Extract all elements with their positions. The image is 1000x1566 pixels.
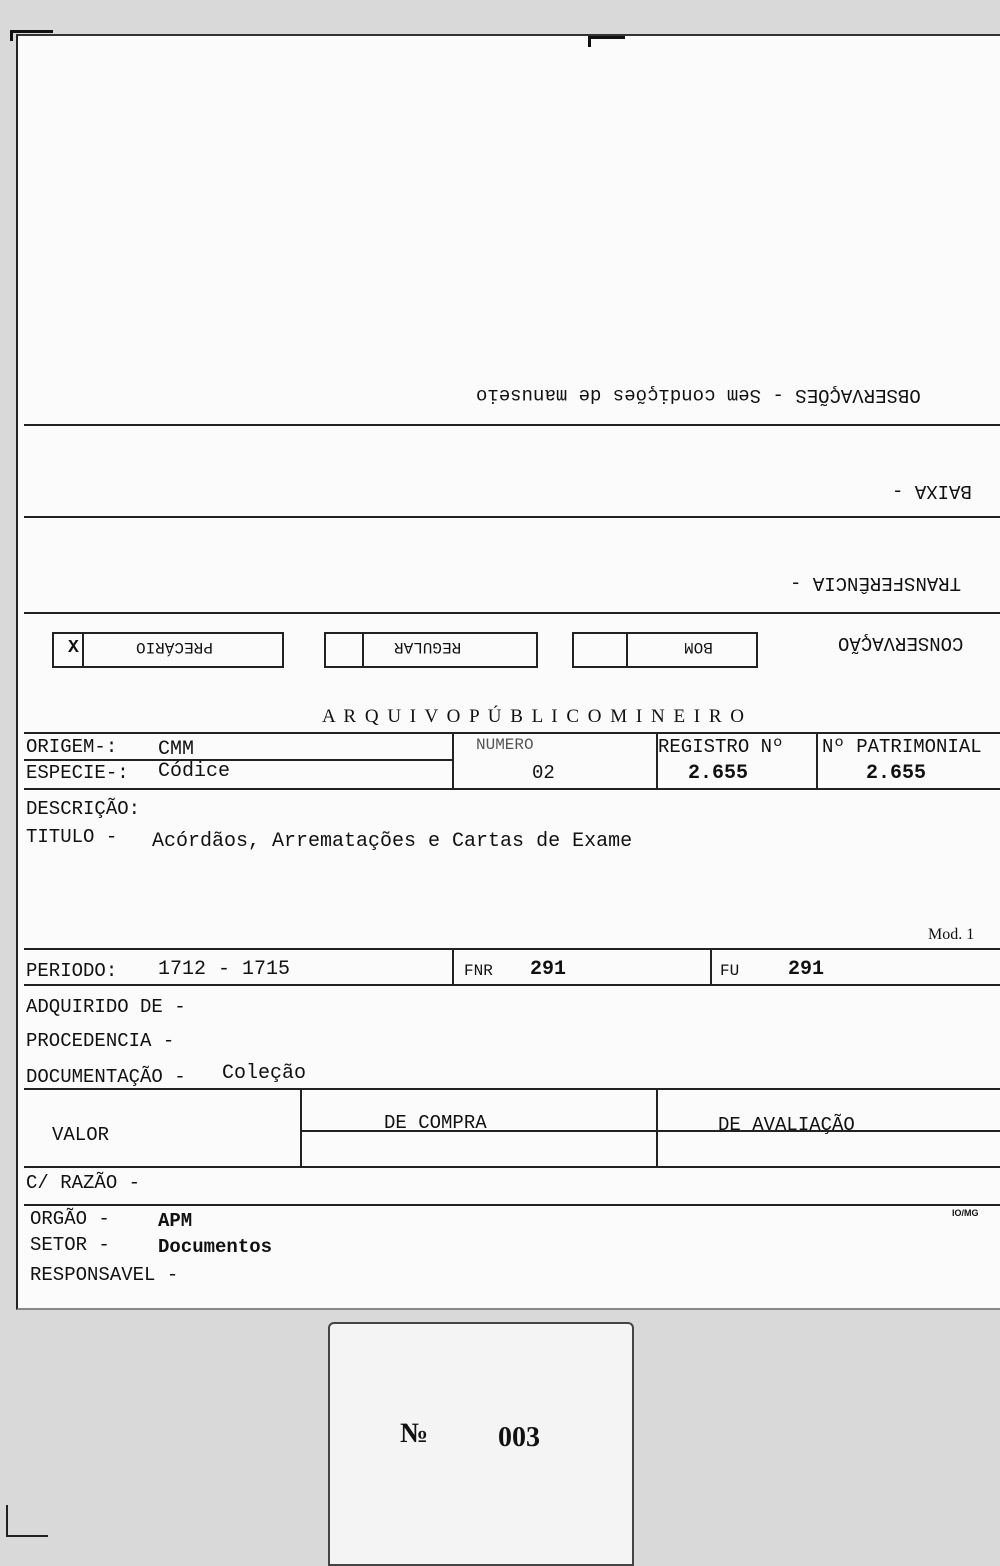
divider: [24, 424, 1000, 426]
regular-label: REGULAR: [394, 638, 462, 656]
regular-box: [324, 632, 538, 668]
valor-compra-label: DE COMPRA: [384, 1112, 487, 1134]
divider: [300, 1088, 302, 1166]
fu-value: 291: [788, 958, 825, 981]
divider: [24, 516, 1000, 518]
divider: [24, 759, 452, 761]
especie-value: Códice: [158, 760, 231, 783]
precario-check-cell: [82, 634, 84, 666]
precario-mark: X: [68, 638, 79, 658]
periodo-value: 1712 - 1715: [158, 958, 291, 981]
numero-label: NUMERO: [476, 736, 534, 754]
orgao-value: APM: [158, 1210, 193, 1232]
fnr-value: 291: [530, 958, 567, 981]
divider: [300, 1130, 1000, 1132]
printer-mark: IO/MG: [952, 1208, 979, 1218]
divider: [24, 948, 1000, 950]
divider: [24, 1166, 1000, 1168]
ticket-number: 003: [498, 1422, 540, 1453]
regular-check-cell: [362, 634, 364, 666]
responsavel-field: RESPONSAVEL -: [30, 1264, 179, 1286]
registro-label: REGISTRO Nº: [658, 736, 784, 758]
divider: [24, 984, 1000, 986]
documentacao-value: Coleção: [222, 1062, 307, 1085]
origem-label: ORIGEM-:: [26, 736, 118, 758]
divider: [710, 948, 712, 984]
baixa-field: BAIXA -: [892, 480, 972, 502]
divider: [24, 1088, 1000, 1090]
valor-label: VALOR: [52, 1124, 110, 1146]
setor-value: Documentos: [158, 1236, 273, 1258]
descricao-label: DESCRIÇÃO:: [26, 798, 141, 820]
documentacao-label: DOCUMENTAÇÃO -: [26, 1066, 186, 1088]
especie-label: ESPECIE-:: [26, 762, 129, 784]
titulo-value: Acórdãos, Arrematações e Cartas de Exame: [152, 830, 633, 853]
razao-field: C/ RAZÃO -: [26, 1172, 141, 1194]
transferencia-field: TRANSFERÊNCIA -: [790, 572, 962, 594]
divider: [816, 732, 818, 790]
bom-check-cell: [626, 634, 628, 666]
number-ticket: [328, 1322, 634, 1566]
model-number: Mod. 1: [928, 926, 975, 943]
divider: [24, 788, 1000, 790]
observacoes-field: OBSERVAÇÕES - Sem condições de manuseio: [476, 384, 921, 406]
periodo-label: PERIODO:: [26, 960, 118, 982]
origem-value: CMM: [158, 738, 195, 761]
setor-label: SETOR -: [30, 1234, 110, 1256]
corner-mark-bottom-left: [6, 1505, 48, 1537]
corner-mark-top-middle: [588, 36, 625, 47]
bom-label: BOM: [684, 638, 713, 656]
corner-mark-top-left: [10, 30, 53, 41]
numero-value: 02: [532, 762, 555, 784]
fnr-label: FNR: [464, 962, 493, 980]
divider: [452, 948, 454, 984]
divider: [24, 732, 1000, 734]
patrimonial-value: 2.655: [866, 762, 927, 785]
bom-box: [572, 632, 758, 668]
registro-value: 2.655: [688, 762, 749, 785]
precario-label: PRECÁRIO: [136, 638, 213, 656]
titulo-label: TITULO -: [26, 826, 118, 848]
patrimonial-label: Nº PATRIMONIAL: [822, 736, 982, 758]
fu-label: FU: [720, 962, 740, 980]
divider: [452, 732, 454, 790]
archive-header: A R Q U I V O P Ú B L I C O M I N E I R O: [322, 706, 747, 727]
procedencia-field: PROCEDENCIA -: [26, 1030, 175, 1052]
divider: [24, 612, 1000, 614]
divider: [656, 1088, 658, 1166]
valor-avaliacao-label: DE AVALIAÇÃO: [718, 1114, 855, 1136]
precario-box: [52, 632, 284, 668]
divider: [24, 1204, 1000, 1206]
orgao-label: ORGÃO -: [30, 1208, 110, 1230]
adquirido-field: ADQUIRIDO DE -: [26, 996, 186, 1018]
ticket-prefix: №: [400, 1418, 429, 1449]
conservacao-label: CONSERVAÇÃO: [838, 632, 964, 654]
